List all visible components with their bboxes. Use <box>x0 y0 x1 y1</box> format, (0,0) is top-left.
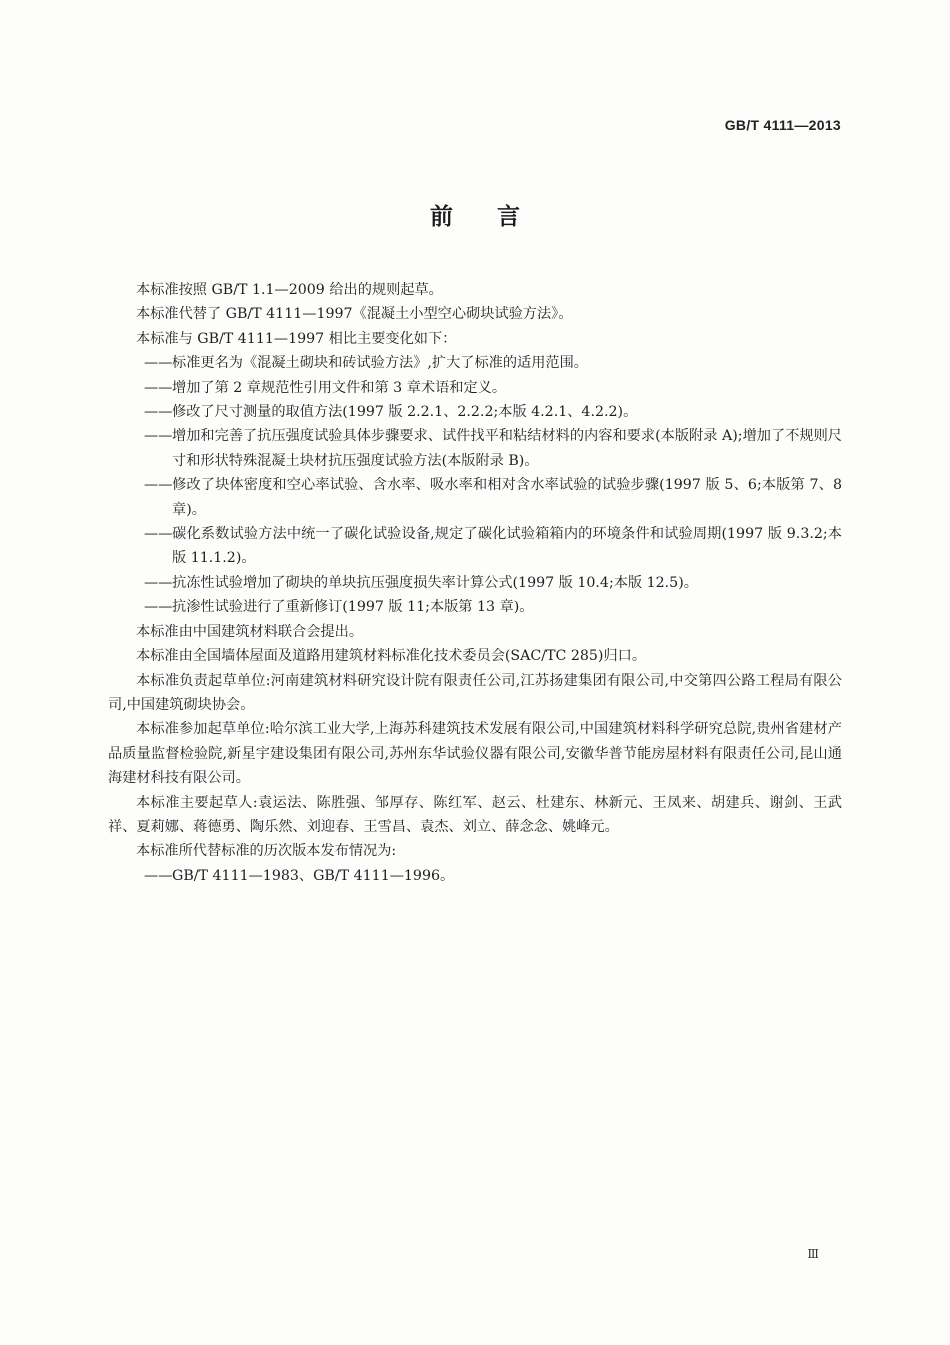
dash-marker: —— <box>144 599 173 616</box>
body-paragraph: 本标准主要起草人:袁运法、陈胜强、邹厚存、陈红军、赵云、杜建东、林新元、王凤来、胡建兵、谢剑、王武祥、夏莉娜、蒋德勇、陶乐然、刘迎春、王雪昌、袁杰、刘立、薛念念、姚峰元。 <box>108 794 842 835</box>
change-list-item-text: 增加了第 2 章规范性引用文件和第 3 章术语和定义。 <box>172 379 507 396</box>
change-list-item <box>108 424 842 473</box>
change-list-item-text: GB/T 4111—1983、GB/T 4111—1996。 <box>172 867 455 884</box>
body-paragraph: 本标准由全国墙体屋面及道路用建筑材料标准化技术委员会(SAC/TC 285)归口。 <box>136 648 647 665</box>
standard-code: GB/T 4111—2013 <box>724 117 841 133</box>
dash-marker: —— <box>144 404 173 421</box>
change-list-item <box>108 595 842 619</box>
change-list-item-text: 抗冻性试验增加了砌块的单块抗压强度损失率计算公式(1997 版 10.4;本版 12.5)。 <box>172 574 698 591</box>
page-title: 前言 <box>430 204 564 230</box>
change-list-item-text: 碳化系数试验方法中统一了碳化试验设备,规定了碳化试验箱箱内的环境条件和试验周期(1997 版 9.3.2;本版 11.1.2)。 <box>172 526 842 567</box>
dash-marker: —— <box>144 477 173 494</box>
change-list-item <box>108 571 842 595</box>
change-list-item <box>108 376 842 400</box>
change-list-item-text: 增加和完善了抗压强度试验具体步骤要求、试件找平和粘结材料的内容和要求(本版附录 A);增加了不规则尺寸和形状特殊混凝土块材抗压强度试验方法(本版附录 B)。 <box>172 428 842 469</box>
body-paragraph: 本标准代替了 GB/T 4111—1997《混凝土小型空心砌块试验方法》。 <box>136 306 573 323</box>
change-list-item <box>108 473 842 522</box>
body-paragraph: 本标准参加起草单位:哈尔滨工业大学,上海苏科建筑技术发展有限公司,中国建筑材料科学研究总院,贵州省建材产品质量监督检验院,新星宇建设集团有限公司,苏州东华试验仪器有限公司,安徽华普节能房屋材料有限责任公司,昆山通海建材科技有限公司。 <box>108 721 842 787</box>
change-list-item-text: 修改了块体密度和空心率试验、含水率、吸水率和相对含水率试验的试验步骤(1997 版 5、6;本版第 7、8 章)。 <box>172 477 842 518</box>
body-paragraph: 本标准与 GB/T 4111—1997 相比主要变化如下： <box>136 330 457 347</box>
body-paragraph: 本标准由中国建筑材料联合会提出。 <box>136 623 364 640</box>
dash-marker: —— <box>144 355 173 372</box>
foreword-body <box>108 278 842 888</box>
change-list-item-text: 修改了尺寸测量的取值方法(1997 版 2.2.1、2.2.2;本版 4.2.1、4.2.2)。 <box>172 404 638 421</box>
change-list-item-text: 标准更名为《混凝土砌块和砖试验方法》,扩大了标准的适用范围。 <box>172 355 588 372</box>
body-paragraph: 本标准所代替标准的历次版本发布情况为: <box>136 843 397 860</box>
dash-marker: —— <box>144 526 173 543</box>
change-list-item-text: 抗渗性试验进行了重新修订(1997 版 11;本版第 13 章)。 <box>172 599 534 616</box>
dash-marker: —— <box>144 428 173 445</box>
dash-marker: —— <box>144 379 173 396</box>
dash-marker: —— <box>144 574 173 591</box>
change-list-item <box>108 351 842 375</box>
change-list-item <box>108 864 842 888</box>
body-paragraph: 本标准按照 GB/T 1.1—2009 给出的规则起草。 <box>136 282 443 298</box>
change-list-item <box>108 522 842 571</box>
dash-marker: —— <box>144 867 173 884</box>
change-list-item <box>108 400 842 424</box>
body-paragraph: 本标准负责起草单位:河南建筑材料研究设计院有限责任公司,江苏扬建集团有限公司,中交第四公路工程局有限公司,中国建筑砌块协会。 <box>108 672 842 713</box>
page-number: Ⅲ <box>807 1247 819 1261</box>
